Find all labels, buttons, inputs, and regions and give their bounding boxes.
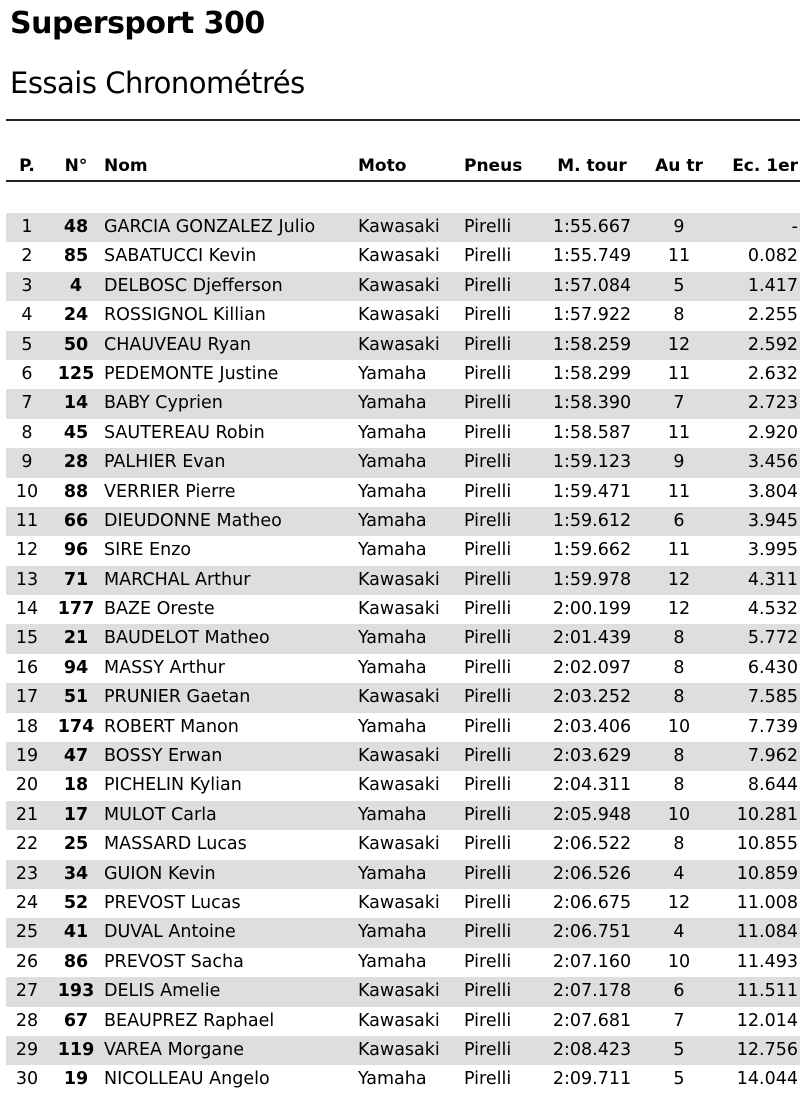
cell-best-lap: 1:57.084 (552, 275, 632, 296)
cell-tyre: Pirelli (464, 657, 512, 678)
cell-gap: 2.592 (747, 334, 798, 355)
cell-best-lap: 2:08.423 (552, 1039, 632, 1060)
cell-gap: - (791, 217, 798, 237)
cell-name: GARCIA GONZALEZ Julio (104, 217, 316, 237)
cell-best-lap: 1:58.299 (552, 363, 632, 384)
cell-name: PALHIER Evan (104, 452, 226, 473)
cell-best-lap: 2:05.948 (552, 804, 632, 825)
cell-best-lap: 2:06.522 (552, 834, 632, 855)
cell-gap: 1.417 (747, 275, 798, 296)
cell-best-lap: 2:03.629 (552, 746, 632, 767)
table-row (6, 830, 800, 859)
cell-name: ROBERT Manon (104, 716, 239, 737)
cell-tyre: Pirelli (464, 393, 512, 414)
cell-tyre: Pirelli (464, 981, 512, 1002)
cell-moto: Yamaha (358, 1069, 427, 1090)
cell-gap: 14.044 (736, 1069, 798, 1090)
cell-name: PICHELIN Kylian (104, 775, 242, 796)
cell-best-lap: 1:59.471 (552, 481, 632, 502)
cell-name: SABATUCCI Kevin (104, 246, 257, 267)
cell-name: PREVOST Sacha (104, 951, 244, 972)
cell-name: BAUDELOT Matheo (104, 628, 270, 649)
cell-moto: Yamaha (358, 363, 427, 384)
cell-number: 125 (57, 363, 95, 384)
cell-gap: 6.430 (747, 657, 798, 678)
cell-moto: Yamaha (358, 951, 427, 972)
cell-best-lap: 1:55.749 (552, 246, 632, 267)
cell-on-lap: 8 (673, 628, 685, 649)
cell-moto: Kawasaki (358, 217, 440, 237)
table-row (6, 507, 800, 536)
cell-moto: Kawasaki (358, 599, 440, 620)
cell-gap: 3.456 (747, 452, 798, 473)
table-row (6, 360, 800, 389)
cell-best-lap: 2:06.751 (552, 922, 632, 943)
cell-on-lap: 5 (673, 1069, 685, 1090)
table-row (6, 419, 800, 448)
table-row (6, 242, 800, 271)
cell-gap: 10.855 (736, 834, 798, 855)
cell-number: 41 (63, 922, 89, 943)
cell-number: 94 (63, 657, 89, 678)
cell-name: MULOT Carla (104, 804, 217, 825)
cell-tyre: Pirelli (464, 716, 512, 737)
cell-name: DELIS Amelie (104, 981, 221, 1002)
header-on-lap: Au tr (655, 156, 703, 176)
cell-name: SIRE Enzo (104, 540, 192, 561)
cell-gap: 3.995 (747, 540, 798, 561)
cell-number: 4 (69, 275, 83, 296)
cell-number: 18 (63, 775, 89, 796)
cell-gap: 7.962 (747, 746, 798, 767)
cell-position: 2 (21, 246, 33, 267)
cell-on-lap: 5 (673, 1039, 685, 1060)
table-row (6, 860, 800, 889)
cell-tyre: Pirelli (464, 775, 512, 796)
cell-on-lap: 10 (667, 716, 691, 737)
cell-name: PRUNIER Gaetan (104, 687, 251, 708)
cell-position: 6 (21, 363, 33, 384)
cell-position: 9 (21, 452, 33, 473)
cell-best-lap: 2:03.406 (552, 716, 632, 737)
cell-best-lap: 1:59.612 (552, 510, 632, 531)
cell-best-lap: 2:07.160 (552, 951, 632, 972)
cell-tyre: Pirelli (464, 510, 512, 531)
cell-moto: Kawasaki (358, 1010, 440, 1031)
cell-on-lap: 12 (667, 569, 691, 590)
cell-gap: 4.311 (747, 569, 798, 590)
cell-number: 47 (63, 746, 89, 767)
cell-position: 1 (21, 217, 33, 237)
cell-gap: 11.008 (736, 892, 798, 913)
cell-number: 25 (63, 834, 89, 855)
page-subtitle: Essais Chronométrés (10, 66, 305, 100)
cell-position: 28 (15, 1010, 39, 1031)
cell-gap: 12.756 (736, 1039, 798, 1060)
cell-moto: Kawasaki (358, 1039, 440, 1060)
table-row (6, 536, 800, 565)
cell-tyre: Pirelli (464, 481, 512, 502)
cell-tyre: Pirelli (464, 275, 512, 296)
cell-best-lap: 2:04.311 (552, 775, 632, 796)
cell-on-lap: 4 (673, 922, 685, 943)
cell-gap: 11.511 (736, 981, 798, 1002)
cell-best-lap: 1:59.662 (552, 540, 632, 561)
cell-moto: Kawasaki (358, 892, 440, 913)
cell-number: 88 (63, 481, 89, 502)
cell-tyre: Pirelli (464, 305, 512, 326)
cell-number: 21 (63, 628, 89, 649)
cell-gap: 10.281 (736, 804, 798, 825)
cell-tyre: Pirelli (464, 1039, 512, 1060)
cell-position: 18 (15, 716, 39, 737)
table-row (6, 977, 800, 1006)
cell-number: 85 (63, 246, 89, 267)
cell-name: PEDEMONTE Justine (104, 363, 279, 384)
cell-best-lap: 1:55.667 (552, 217, 632, 237)
cell-position: 20 (15, 775, 39, 796)
results-table-body (6, 213, 800, 1095)
cell-on-lap: 9 (673, 217, 685, 237)
table-row (6, 448, 800, 477)
cell-tyre: Pirelli (464, 1069, 512, 1090)
cell-on-lap: 11 (667, 540, 691, 561)
cell-best-lap: 1:58.390 (552, 393, 632, 414)
cell-tyre: Pirelli (464, 892, 512, 913)
cell-number: 51 (63, 687, 89, 708)
cell-number: 34 (63, 863, 89, 884)
cell-tyre: Pirelli (464, 422, 512, 443)
cell-position: 24 (15, 892, 39, 913)
cell-gap: 0.082 (747, 246, 798, 267)
cell-number: 17 (63, 804, 89, 825)
cell-on-lap: 7 (673, 1010, 685, 1031)
cell-moto: Kawasaki (358, 275, 440, 296)
cell-position: 7 (21, 393, 33, 414)
cell-position: 16 (15, 657, 39, 678)
cell-moto: Yamaha (358, 716, 427, 737)
cell-best-lap: 2:02.097 (552, 657, 632, 678)
cell-best-lap: 2:06.675 (552, 892, 632, 913)
cell-name: CHAUVEAU Ryan (104, 334, 251, 355)
cell-moto: Yamaha (358, 657, 427, 678)
cell-moto: Yamaha (358, 540, 427, 561)
table-row (6, 331, 800, 360)
cell-tyre: Pirelli (464, 452, 512, 473)
cell-gap: 5.772 (747, 628, 798, 649)
table-row (6, 918, 800, 947)
cell-best-lap: 1:57.922 (552, 305, 632, 326)
cell-name: SAUTEREAU Robin (104, 422, 265, 443)
cell-tyre: Pirelli (464, 804, 512, 825)
cell-best-lap: 1:58.587 (552, 422, 632, 443)
cell-moto: Kawasaki (358, 834, 440, 855)
cell-on-lap: 11 (667, 422, 691, 443)
table-row (6, 624, 800, 653)
cell-on-lap: 6 (673, 981, 685, 1002)
cell-position: 3 (21, 275, 33, 296)
cell-number: 67 (63, 1010, 89, 1031)
cell-tyre: Pirelli (464, 922, 512, 943)
cell-name: DELBOSC Djefferson (104, 275, 283, 296)
cell-name: GUION Kevin (104, 863, 216, 884)
cell-number: 45 (63, 422, 89, 443)
table-row (6, 213, 800, 242)
cell-gap: 12.014 (736, 1010, 798, 1031)
cell-number: 71 (63, 569, 89, 590)
cell-best-lap: 2:00.199 (552, 599, 632, 620)
cell-position: 5 (21, 334, 33, 355)
cell-number: 28 (63, 452, 89, 473)
cell-position: 10 (15, 481, 39, 502)
table-row (6, 742, 800, 771)
cell-name: BOSSY Erwan (104, 746, 223, 767)
cell-best-lap: 2:06.526 (552, 863, 632, 884)
cell-best-lap: 1:59.978 (552, 569, 632, 590)
table-row (6, 478, 800, 507)
cell-position: 14 (15, 599, 39, 620)
cell-position: 12 (15, 540, 39, 561)
cell-position: 8 (21, 422, 33, 443)
cell-best-lap: 2:01.439 (552, 628, 632, 649)
cell-number: 193 (57, 981, 95, 1002)
table-row (6, 683, 800, 712)
cell-position: 19 (15, 746, 39, 767)
table-row (6, 1065, 800, 1094)
table-row (6, 1007, 800, 1036)
cell-best-lap: 1:58.259 (552, 334, 632, 355)
cell-position: 29 (15, 1039, 39, 1060)
cell-best-lap: 2:03.252 (552, 687, 632, 708)
cell-gap: 8.644 (747, 775, 798, 796)
cell-on-lap: 6 (673, 510, 685, 531)
cell-tyre: Pirelli (464, 246, 512, 267)
cell-on-lap: 12 (667, 334, 691, 355)
cell-tyre: Pirelli (464, 628, 512, 649)
cell-moto: Kawasaki (358, 746, 440, 767)
cell-gap: 2.723 (747, 393, 798, 414)
cell-name: VERRIER Pierre (104, 481, 236, 502)
cell-name: BAZE Oreste (104, 599, 215, 620)
cell-tyre: Pirelli (464, 363, 512, 384)
cell-on-lap: 8 (673, 657, 685, 678)
header-number: N° (64, 156, 88, 176)
header-gap: Ec. 1er (732, 156, 798, 176)
cell-on-lap: 8 (673, 687, 685, 708)
cell-on-lap: 7 (673, 393, 685, 414)
cell-number: 14 (63, 393, 89, 414)
cell-moto: Kawasaki (358, 334, 440, 355)
cell-gap: 4.532 (747, 599, 798, 620)
cell-position: 11 (15, 510, 39, 531)
cell-number: 96 (63, 540, 89, 561)
cell-on-lap: 8 (673, 775, 685, 796)
cell-moto: Yamaha (358, 452, 427, 473)
cell-gap: 3.945 (747, 510, 798, 531)
cell-gap: 2.920 (747, 422, 798, 443)
cell-best-lap: 2:07.178 (552, 981, 632, 1002)
cell-name: DIEUDONNE Matheo (104, 510, 282, 531)
cell-tyre: Pirelli (464, 334, 512, 355)
cell-number: 177 (57, 599, 95, 620)
cell-name: NICOLLEAU Angelo (104, 1069, 270, 1090)
table-row (6, 389, 800, 418)
cell-moto: Kawasaki (358, 687, 440, 708)
cell-tyre: Pirelli (464, 1010, 512, 1031)
cell-number: 66 (63, 510, 89, 531)
cell-number: 86 (63, 951, 89, 972)
cell-moto: Yamaha (358, 510, 427, 531)
cell-moto: Kawasaki (358, 775, 440, 796)
cell-moto: Yamaha (358, 481, 427, 502)
header-moto: Moto (358, 156, 407, 176)
cell-name: BEAUPREZ Raphael (104, 1010, 275, 1031)
cell-gap: 7.585 (747, 687, 798, 708)
cell-position: 27 (15, 981, 39, 1002)
cell-tyre: Pirelli (464, 599, 512, 620)
header-best-lap: M. tour (557, 156, 627, 176)
cell-tyre: Pirelli (464, 217, 512, 237)
cell-position: 17 (15, 687, 39, 708)
table-row (6, 801, 800, 830)
cell-number: 50 (63, 334, 89, 355)
cell-on-lap: 9 (673, 452, 685, 473)
cell-position: 25 (15, 922, 39, 943)
cell-on-lap: 10 (667, 951, 691, 972)
cell-best-lap: 2:09.711 (552, 1069, 632, 1090)
table-row (6, 272, 800, 301)
table-row (6, 713, 800, 742)
table-row (6, 654, 800, 683)
page-title: Supersport 300 (10, 6, 265, 41)
cell-name: PREVOST Lucas (104, 892, 241, 913)
cell-name: MARCHAL Arthur (104, 569, 251, 590)
cell-gap: 11.493 (736, 951, 798, 972)
cell-position: 30 (15, 1069, 39, 1090)
cell-position: 21 (15, 804, 39, 825)
cell-position: 15 (15, 628, 39, 649)
cell-moto: Yamaha (358, 393, 427, 414)
cell-moto: Kawasaki (358, 569, 440, 590)
cell-on-lap: 12 (667, 599, 691, 620)
cell-moto: Yamaha (358, 422, 427, 443)
table-row (6, 771, 800, 800)
cell-moto: Yamaha (358, 804, 427, 825)
cell-on-lap: 8 (673, 305, 685, 326)
cell-number: 24 (63, 305, 89, 326)
header-position: P. (19, 156, 35, 176)
cell-number: 48 (63, 217, 89, 237)
cell-moto: Yamaha (358, 863, 427, 884)
cell-on-lap: 8 (673, 834, 685, 855)
cell-moto: Kawasaki (358, 981, 440, 1002)
cell-on-lap: 4 (673, 863, 685, 884)
table-header (6, 153, 800, 179)
cell-position: 4 (21, 305, 33, 326)
cell-gap: 7.739 (747, 716, 798, 737)
cell-gap: 2.632 (747, 363, 798, 384)
header-tyre: Pneus (464, 156, 523, 176)
header-name: Nom (104, 156, 148, 176)
cell-number: 52 (63, 892, 89, 913)
cell-name: DUVAL Antoine (104, 922, 236, 943)
cell-tyre: Pirelli (464, 540, 512, 561)
cell-name: VAREA Morgane (104, 1039, 244, 1060)
cell-number: 119 (57, 1039, 95, 1060)
cell-tyre: Pirelli (464, 687, 512, 708)
cell-name: MASSARD Lucas (104, 834, 247, 855)
cell-name: BABY Cyprien (104, 393, 223, 414)
cell-gap: 11.084 (736, 922, 798, 943)
cell-position: 23 (15, 863, 39, 884)
cell-position: 26 (15, 951, 39, 972)
cell-position: 13 (15, 569, 39, 590)
table-row (6, 301, 800, 330)
cell-number: 174 (57, 716, 95, 737)
cell-gap: 10.859 (736, 863, 798, 884)
table-row (6, 1036, 800, 1065)
cell-name: ROSSIGNOL Killian (104, 305, 266, 326)
cell-moto: Yamaha (358, 628, 427, 649)
cell-moto: Kawasaki (358, 305, 440, 326)
table-row (6, 595, 800, 624)
cell-best-lap: 1:59.123 (552, 452, 632, 473)
cell-name: MASSY Arthur (104, 657, 225, 678)
cell-tyre: Pirelli (464, 951, 512, 972)
cell-tyre: Pirelli (464, 863, 512, 884)
header-divider (6, 180, 800, 182)
cell-gap: 2.255 (747, 305, 798, 326)
table-row (6, 948, 800, 977)
table-row (6, 889, 800, 918)
cell-on-lap: 11 (667, 363, 691, 384)
cell-on-lap: 11 (667, 246, 691, 267)
cell-tyre: Pirelli (464, 746, 512, 767)
cell-moto: Yamaha (358, 922, 427, 943)
top-divider (6, 119, 800, 121)
cell-on-lap: 8 (673, 746, 685, 767)
cell-on-lap: 10 (667, 804, 691, 825)
cell-position: 22 (15, 834, 39, 855)
cell-on-lap: 12 (667, 892, 691, 913)
cell-tyre: Pirelli (464, 569, 512, 590)
cell-number: 19 (63, 1069, 89, 1090)
cell-gap: 3.804 (747, 481, 798, 502)
cell-on-lap: 11 (667, 481, 691, 502)
cell-on-lap: 5 (673, 275, 685, 296)
table-row (6, 566, 800, 595)
cell-tyre: Pirelli (464, 834, 512, 855)
cell-moto: Kawasaki (358, 246, 440, 267)
cell-best-lap: 2:07.681 (552, 1010, 632, 1031)
